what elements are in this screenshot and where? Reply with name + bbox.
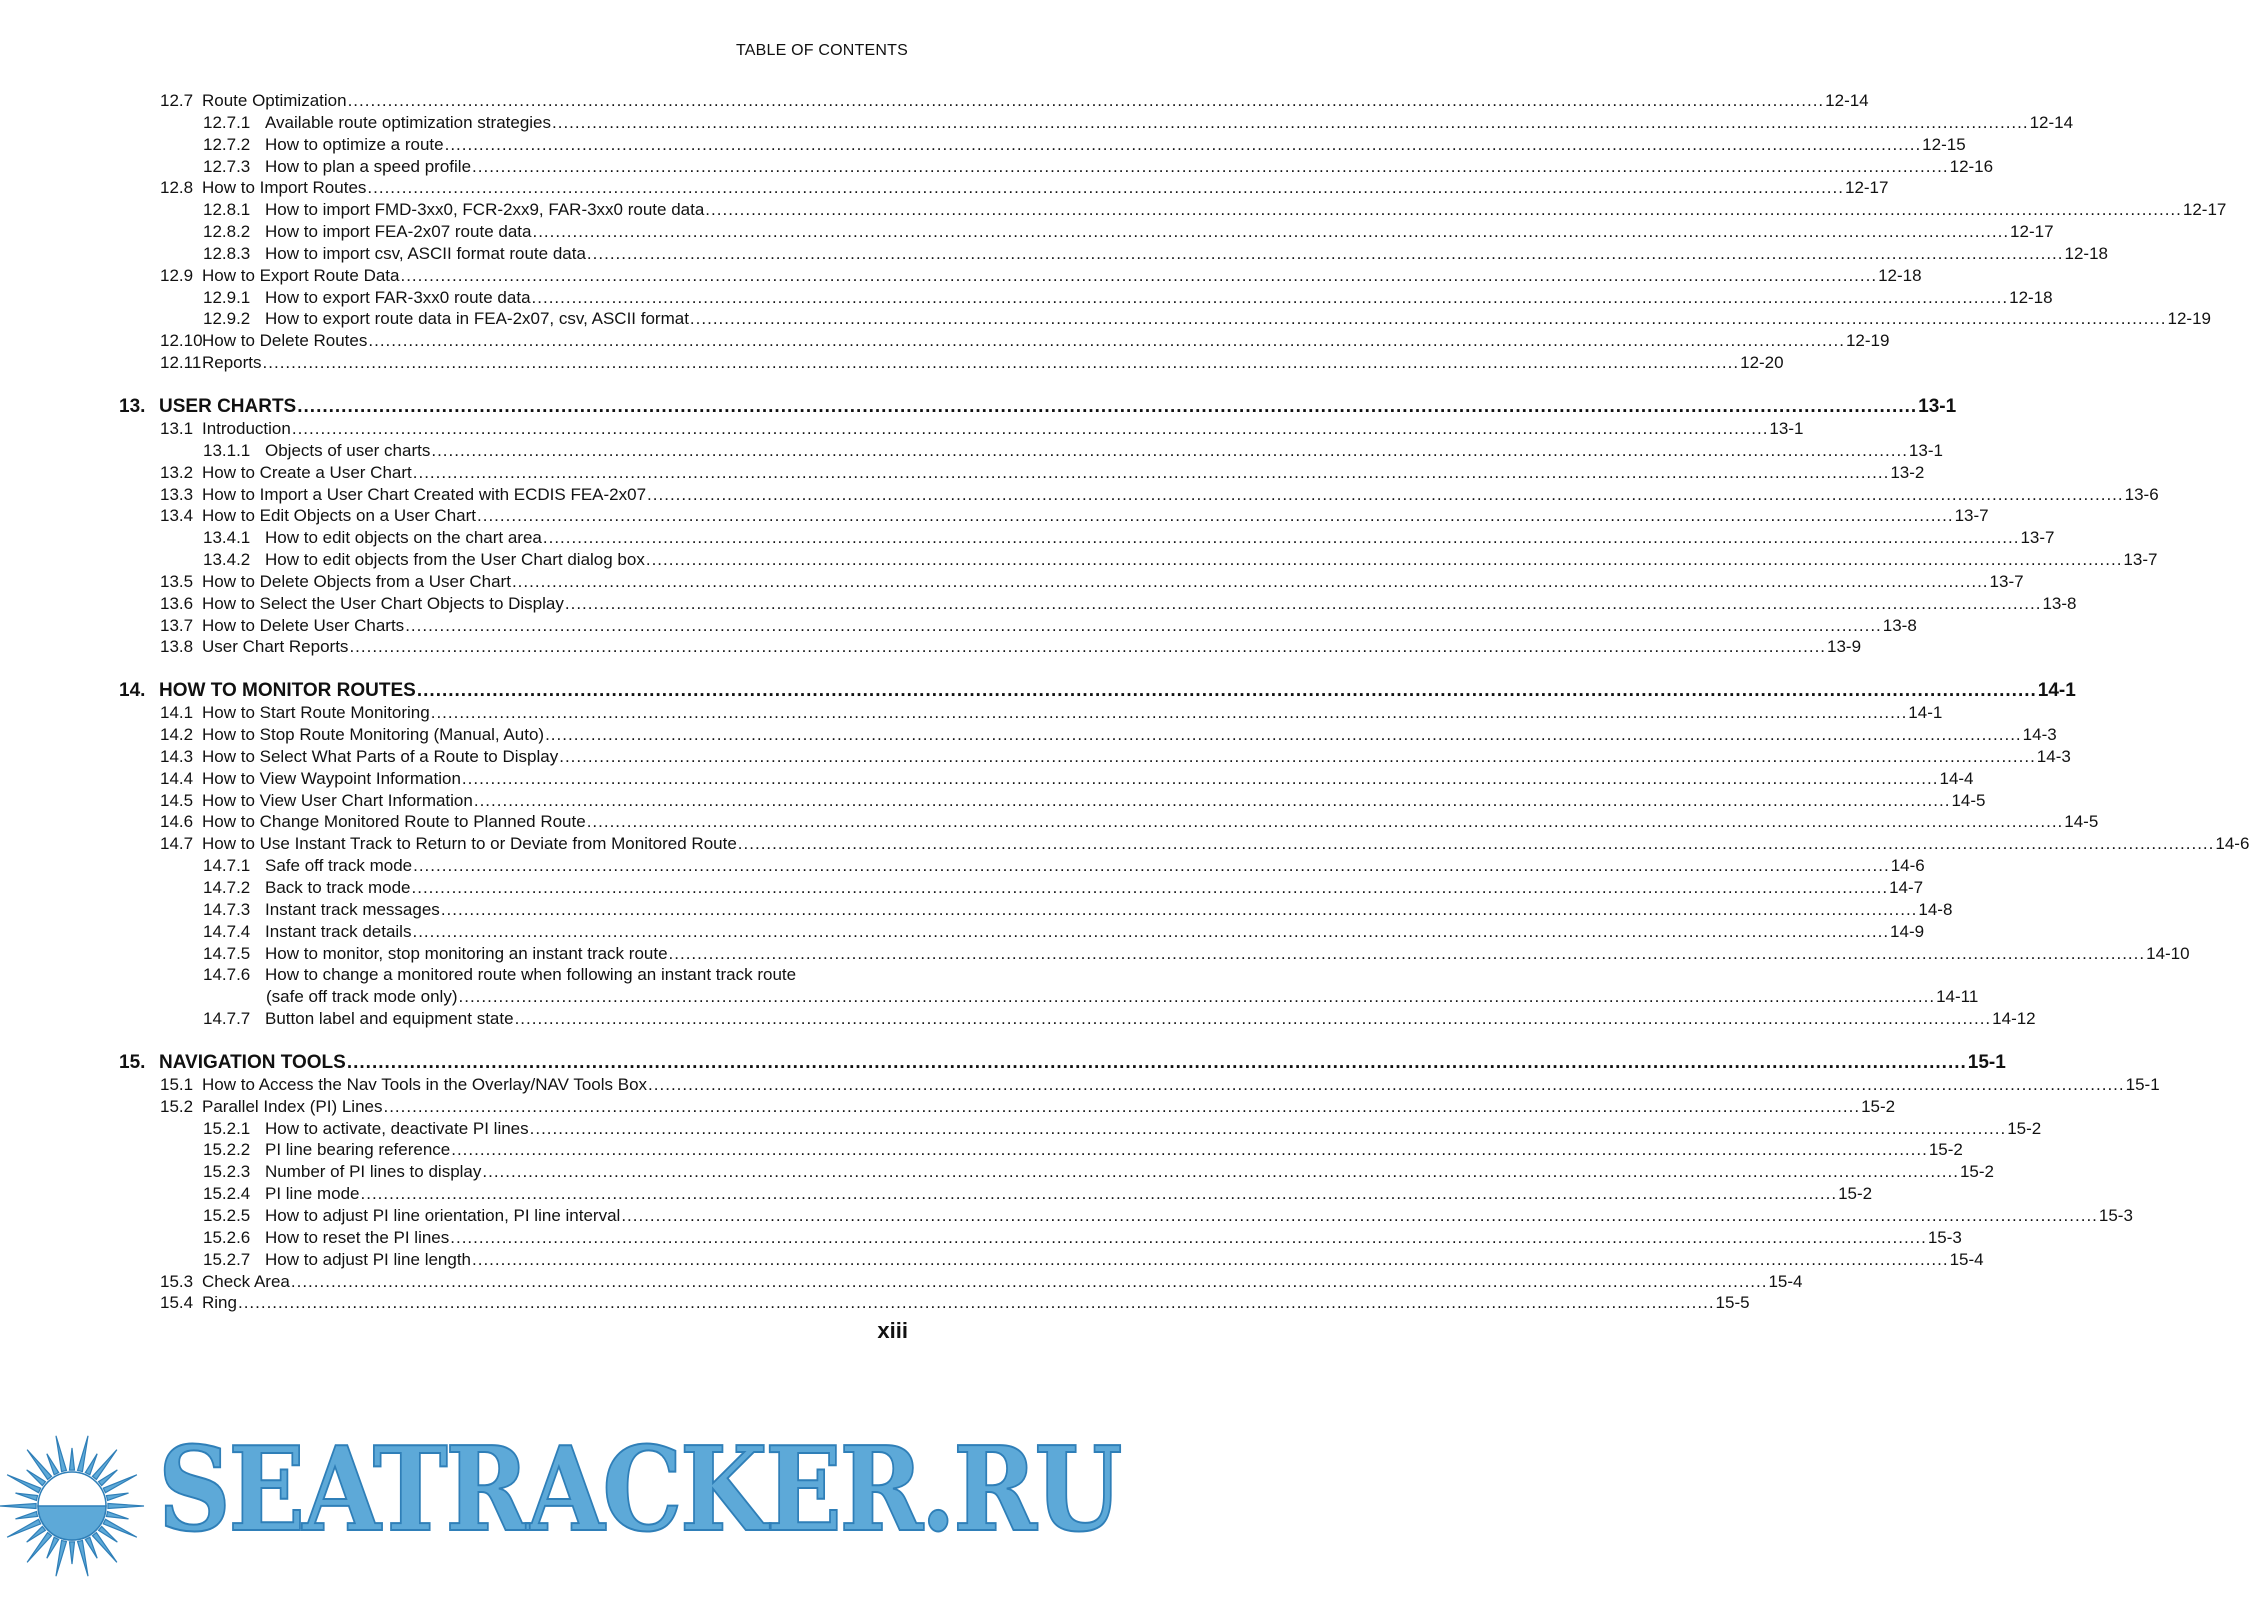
toc-entry-title: User Chart Reports — [202, 637, 349, 657]
toc-entry-title: How to adjust PI line length — [265, 1249, 472, 1269]
sun-ray — [0, 1503, 36, 1508]
toc-entry-page: 14-8 — [1918, 899, 1953, 919]
toc-entry — [0, 91, 1869, 113]
toc-entry-page: 12-16 — [1949, 156, 1994, 176]
dot-leader — [263, 353, 1740, 373]
toc-entry-title: Objects of user charts — [265, 440, 431, 460]
dot-leader — [238, 1293, 1715, 1313]
toc-entry-title: How to View User Chart Information — [202, 790, 473, 810]
toc-entry-title: How to import FMD-3xx0, FCR-2xx9, FAR-3xx0 route data — [265, 200, 705, 220]
toc-entry-page: 14-11 — [1936, 987, 1979, 1007]
toc-entry-title: How to Stop Route Monitoring (Manual, Auto) — [202, 725, 545, 745]
toc-entry-page: 14-7 — [1889, 878, 1924, 897]
toc-entry-title: How to Delete User Charts — [202, 615, 405, 635]
toc-entry — [0, 156, 1994, 179]
dot-leader — [291, 1272, 1768, 1292]
toc-entry — [0, 1184, 1873, 1206]
dot-leader — [349, 637, 1826, 657]
dot-leader — [552, 113, 2029, 133]
dot-leader — [417, 680, 2037, 702]
dot-leader — [405, 616, 1882, 636]
toc-entry-number: 12.8.3 — [203, 243, 251, 263]
toc-entry-page: 13-8 — [2042, 593, 2077, 613]
dot-leader — [646, 550, 2123, 570]
sun-ray — [27, 1450, 51, 1480]
toc-entry-number: 14.7 — [160, 834, 194, 854]
toc-chapter-entry — [0, 680, 2076, 703]
toc-entry-title: How to Use Instant Track to Return to or Deviate from Monitored Route — [202, 834, 737, 854]
toc-entry-number: 12.7.1 — [203, 112, 251, 132]
toc-entry — [0, 1162, 1994, 1184]
dot-leader — [559, 747, 2036, 767]
toc-entry-number: 15.2 — [160, 1096, 194, 1116]
sun-ray — [106, 1512, 128, 1519]
toc-entry-page: 14-4 — [1939, 768, 1974, 788]
sun-ray — [78, 1436, 88, 1472]
dot-leader — [361, 1184, 1838, 1204]
toc-entry-title: How to plan a speed profile — [265, 156, 472, 176]
dot-leader — [347, 1052, 1967, 1074]
dot-leader — [530, 1119, 2007, 1139]
toc-entry-page: 14-3 — [2036, 746, 2071, 766]
toc-entry-title: How to import csv, ASCII format route data — [265, 243, 586, 263]
section-spacer — [0, 375, 1009, 396]
toc-entry — [0, 856, 1925, 878]
toc-entry-page: 15-2 — [1959, 1162, 1994, 1182]
toc-entry-number: 14.7.7 — [203, 1009, 251, 1029]
dot-leader — [515, 1009, 1992, 1029]
toc-entry-title: How to Access the Nav Tools in the Overlay/NAV Tools Box — [202, 1074, 648, 1094]
toc-entry-page: 13-2 — [1890, 462, 1925, 482]
toc-entry-title: Parallel Index (PI) Lines — [202, 1096, 383, 1116]
toc-entry-number: 14. — [119, 680, 146, 702]
toc-entry — [0, 265, 1922, 288]
toc-entry-title: How to edit objects from the User Chart dialog box — [265, 550, 645, 570]
dot-leader — [587, 244, 2064, 264]
toc-entry — [0, 943, 2190, 966]
toc-entry-title: How to Start Route Monitoring — [202, 703, 430, 723]
sun-ray — [78, 1540, 88, 1576]
dot-leader — [472, 157, 1949, 177]
toc-entry-title: How to Select What Parts of a Route to Display — [202, 746, 559, 766]
toc-entry-page: 13-9 — [1827, 637, 1862, 657]
toc-entry-number: 14.7.3 — [203, 899, 251, 919]
toc-entry-title: How to activate, deactivate PI lines — [265, 1118, 529, 1138]
toc-entry — [0, 965, 915, 987]
toc-entry-title: How to Import a User Chart Created with ECDIS FEA-2x07 — [202, 484, 647, 504]
toc-entry-page: 13-8 — [1882, 615, 1917, 635]
dot-leader — [413, 856, 1890, 876]
toc-entry — [0, 200, 2227, 222]
sun-ray — [56, 1540, 66, 1576]
toc-entry — [0, 134, 1966, 157]
sun-ray — [85, 1537, 97, 1558]
dot-leader — [647, 485, 2124, 505]
toc-entry-title: How to export FAR-3xx0 route data — [265, 287, 531, 307]
toc-entry-page: 14-12 — [1992, 1009, 2036, 1029]
toc-entry-title: Available route optimization strategies — [265, 112, 552, 132]
toc-entry-number: 15.2.1 — [203, 1118, 251, 1138]
toc-entry — [0, 112, 2074, 135]
dot-leader — [474, 791, 1951, 811]
toc-entry-title: How to change a monitored route when following an instant track route — [265, 965, 797, 985]
toc-entry-title: How to optimize a route — [265, 134, 444, 154]
toc-entry-title: PI line bearing reference — [265, 1140, 451, 1160]
toc-entry-number: 14.6 — [160, 812, 194, 832]
toc-entry-number: 15.3 — [160, 1271, 194, 1291]
toc-entry-page: 14-3 — [2022, 725, 2057, 745]
dot-leader — [477, 506, 1954, 526]
dot-leader — [462, 769, 1939, 789]
sun-ray — [92, 1533, 116, 1563]
toc-entry-page: 15-3 — [1927, 1227, 1962, 1247]
page-number: xiii — [877, 1318, 908, 1343]
toc-entry-page: 12-19 — [2167, 309, 2211, 329]
toc-entry-page: 15-2 — [1838, 1184, 1873, 1204]
toc-entry-page: 14-5 — [1951, 790, 1986, 810]
toc-entry — [0, 1009, 2036, 1031]
toc-entry-page: 14-10 — [2146, 943, 2190, 963]
toc-entry — [0, 484, 2159, 507]
toc-entry-number: 14.2 — [160, 725, 194, 745]
toc-entry-title: USER CHARTS — [159, 395, 297, 417]
toc-entry-title: Ring — [202, 1293, 237, 1313]
section-spacer — [0, 659, 1009, 680]
toc-entry — [0, 353, 1784, 375]
toc-entry-title: How to Import Routes — [202, 178, 367, 198]
toc-entry-title: How to reset the PI lines — [265, 1227, 450, 1247]
toc-entry-title: Back to track mode — [265, 878, 411, 897]
toc-entry-number: 12.10 — [160, 331, 203, 351]
toc-entry-title: How to View Waypoint Information — [202, 768, 461, 788]
toc-entry — [0, 571, 2024, 594]
toc-entry-title: How to Select the User Chart Objects to Display — [202, 593, 564, 613]
toc-entry-number: 14.1 — [160, 703, 194, 723]
toc-entry-title: Number of PI lines to display — [265, 1162, 482, 1182]
toc-entry-page: 13-7 — [1954, 506, 1989, 526]
sun-ray — [69, 1542, 74, 1564]
toc-entry — [0, 703, 1943, 725]
toc-entry-page: 12-18 — [2009, 287, 2053, 307]
toc-chapter-entry — [0, 1051, 2006, 1075]
toc-entry-number: 14.4 — [160, 768, 194, 788]
sun-ray — [108, 1503, 144, 1508]
toc-entry — [0, 987, 1979, 1009]
toc-entry-number: 14.7.2 — [203, 878, 251, 897]
toc-entry-page: 15-1 — [2125, 1074, 2160, 1094]
toc-entry-page: 15-2 — [1861, 1096, 1896, 1116]
dot-leader — [297, 396, 1917, 418]
toc-entry — [0, 768, 1974, 791]
toc-entry-title: Reports — [202, 353, 262, 373]
dot-leader — [441, 900, 1918, 920]
toc-entry-number: 12.8.1 — [203, 200, 251, 220]
toc-entry-number: 15.2.3 — [203, 1162, 251, 1182]
toc-entry-page: 14-1 — [2037, 680, 2076, 702]
toc-entry-number: 12.11 — [160, 353, 202, 373]
toc-entry-title: Route Optimization — [202, 91, 347, 110]
toc-entry — [0, 243, 2108, 266]
dot-leader — [383, 1097, 1860, 1117]
toc-entry-page: 15-4 — [1768, 1271, 1803, 1291]
dot-leader — [431, 441, 1908, 461]
dot-leader — [459, 987, 1936, 1007]
watermark-text: SEATRACKER.RU — [158, 1422, 1120, 1558]
toc-entry — [0, 1118, 2042, 1141]
toc-entry-page: 13-1 — [1769, 418, 1804, 438]
toc-entry-page: 15-2 — [2007, 1118, 2042, 1138]
toc-entry-title: How to Create a User Chart — [202, 462, 412, 482]
toc-entry — [0, 178, 1889, 200]
toc-chapter-entry — [0, 395, 1957, 419]
toc-entry-page: 15-4 — [1949, 1249, 1984, 1269]
toc-entry-number: 13.6 — [160, 593, 194, 613]
toc-entry — [0, 812, 2099, 834]
toc-entry-page: 12-17 — [2182, 200, 2227, 220]
toc-entry-number: 15.2.6 — [203, 1227, 251, 1247]
dot-leader — [445, 135, 1922, 155]
toc-entry — [0, 287, 2053, 310]
toc-entry — [0, 637, 1862, 659]
toc-entry-number: 13.4.1 — [203, 528, 251, 548]
toc-entry — [0, 309, 2211, 331]
toc-entry-title: Button label and equipment state — [265, 1009, 514, 1029]
dot-leader — [690, 309, 2167, 329]
toc-entry — [0, 1293, 1750, 1315]
toc-entry-number: 12.9.1 — [203, 287, 251, 307]
toc-entry-number: 15.1 — [160, 1074, 194, 1094]
toc-entry-number: 15.2.2 — [203, 1140, 251, 1160]
toc-entry-title: How to export route data in FEA-2x07, csv, ASCII format — [265, 309, 689, 329]
toc-entry-number: 15. — [119, 1051, 146, 1073]
toc-entry-title: How to Edit Objects on a User Chart — [202, 506, 477, 526]
toc-entry-number: 15.4 — [160, 1293, 194, 1313]
toc-entry-title: Safe off track mode — [265, 856, 413, 876]
toc-entry — [0, 1140, 1963, 1162]
toc-entry-number: 13.3 — [160, 484, 194, 504]
toc-entry — [0, 1205, 2133, 1228]
toc-entry-number: 15.2.5 — [203, 1205, 251, 1225]
dot-leader — [472, 1250, 1949, 1270]
toc-entry — [0, 440, 1943, 463]
running-header: TABLE OF CONTENTS — [735, 42, 908, 59]
toc-entry — [0, 1074, 2160, 1097]
toc-entry-page: 14-1 — [1908, 703, 1943, 723]
dot-leader — [412, 922, 1889, 942]
toc-entry-title: (safe off track mode only) — [266, 987, 458, 1007]
toc-entry-page: 12-18 — [2064, 243, 2108, 263]
toc-entry-page: 14-6 — [2215, 834, 2249, 854]
toc-entry-number: 13.7 — [160, 615, 194, 635]
toc-entry-number: 14.7.4 — [203, 921, 251, 941]
toc-entry — [0, 550, 2158, 572]
toc-entry — [0, 834, 2249, 856]
sun-ray — [85, 1454, 97, 1475]
dot-leader — [431, 703, 1908, 723]
toc-entry-page: 15-5 — [1715, 1293, 1750, 1313]
dot-leader — [292, 419, 1769, 439]
toc-entry-page: 13-7 — [2020, 528, 2055, 548]
toc-entry-title: How to edit objects on the chart area — [265, 528, 542, 548]
dot-leader — [412, 878, 1889, 898]
toc-entry — [0, 921, 1925, 944]
toc-entry-number: 14.7.6 — [203, 965, 251, 985]
toc-entry-title: How to monitor, stop monitoring an instant track route — [265, 943, 668, 963]
toc-entry-page: 14-5 — [2064, 812, 2099, 832]
toc-entry — [0, 462, 1925, 485]
toc-entry-page: 15-2 — [1928, 1140, 1963, 1160]
section-spacer — [0, 1031, 1009, 1052]
toc-entry-page: 15-3 — [2098, 1205, 2133, 1225]
toc-entry-title: Instant track details — [265, 921, 412, 941]
toc-entry — [0, 222, 2054, 244]
dot-leader — [482, 1162, 1959, 1182]
toc-entry-number: 15.2.4 — [203, 1184, 251, 1204]
toc-entry-number: 13.4 — [160, 506, 194, 526]
toc-entry-title: Instant track messages — [265, 899, 440, 919]
toc-entry-title: PI line mode — [265, 1184, 360, 1204]
toc-entry — [0, 1271, 1803, 1294]
dot-leader — [400, 266, 1877, 286]
toc-entry-number: 13.1 — [160, 418, 194, 438]
toc-entry-number: 12.7 — [160, 91, 194, 110]
dot-leader — [532, 222, 2009, 242]
dot-leader — [545, 725, 2022, 745]
toc-entry-page: 12-15 — [1922, 134, 1966, 154]
toc-entry-number: 12.9.2 — [203, 309, 251, 329]
toc-entry-number: 14.5 — [160, 790, 194, 810]
dot-leader — [543, 528, 2020, 548]
sun-ray — [56, 1436, 66, 1472]
toc-entry-page: 12-19 — [1845, 331, 1890, 351]
toc-entry-page: 12-17 — [2010, 222, 2054, 242]
toc-entry-number: 12.9 — [160, 265, 194, 285]
toc-entry-title: HOW TO MONITOR ROUTES — [159, 680, 416, 702]
dot-leader — [450, 1228, 1927, 1248]
toc-entry-page: 12-17 — [1844, 178, 1889, 198]
dot-leader — [348, 91, 1825, 111]
toc-entry-number: 12.7.2 — [203, 134, 251, 154]
toc-entry-title: How to Export Route Data — [202, 265, 400, 285]
toc-entry-title: NAVIGATION TOOLS — [159, 1051, 346, 1073]
dot-leader — [738, 834, 2215, 854]
toc-entry-number: 15.2.7 — [203, 1249, 251, 1269]
toc-entry-number: 14.3 — [160, 746, 194, 766]
toc-entry-number: 12.8 — [160, 178, 194, 198]
toc-entry-page: 13-7 — [1989, 571, 2024, 591]
toc-entry — [0, 506, 1989, 528]
table-of-contents — [0, 91, 2249, 1315]
toc-entry — [0, 418, 1804, 441]
toc-entry — [0, 1227, 1962, 1250]
toc-entry-page: 13-1 — [1908, 440, 1943, 460]
toc-entry-title: How to Delete Objects from a User Chart — [202, 571, 511, 591]
toc-entry — [0, 1096, 1896, 1119]
toc-entry-title: How to Delete Routes — [202, 331, 368, 351]
toc-entry — [0, 331, 1890, 353]
toc-entry-page: 14-6 — [1890, 856, 1925, 876]
dot-leader — [367, 178, 1844, 198]
dot-leader — [648, 1075, 2125, 1095]
sun-ray — [47, 1454, 59, 1475]
dot-leader — [705, 200, 2182, 220]
toc-entry-page: 13-7 — [2123, 550, 2158, 570]
dot-leader — [413, 463, 1890, 483]
dot-leader — [621, 1206, 2098, 1226]
toc-entry — [0, 1249, 1984, 1272]
sun-ray — [15, 1493, 37, 1500]
toc-entry-number: 14.7.5 — [203, 943, 251, 963]
toc-entry-number: 13.4.2 — [203, 550, 251, 570]
toc-entry — [0, 899, 1953, 922]
sun-ray — [69, 1448, 74, 1470]
sun-icon — [0, 1436, 144, 1576]
toc-entry-page: 12-14 — [1825, 91, 1869, 110]
toc-entry-page: 12-20 — [1740, 353, 1784, 373]
dot-leader — [512, 572, 1989, 592]
toc-entry-number: 13.1.1 — [203, 440, 251, 460]
toc-entry-number: 13.2 — [160, 462, 194, 482]
toc-entry-page: 12-18 — [1878, 265, 1922, 285]
toc-entry-page: 14-9 — [1890, 921, 1925, 941]
toc-entry-number: 13.5 — [160, 571, 194, 591]
toc-entry-number: 12.7.3 — [203, 156, 251, 176]
dot-leader — [451, 1140, 1928, 1160]
dot-leader — [587, 812, 2064, 832]
toc-entry-title: Introduction — [202, 418, 291, 438]
sun-ray — [15, 1512, 37, 1519]
sun-ray — [47, 1537, 59, 1558]
toc-entry — [0, 528, 2055, 550]
dot-leader — [368, 331, 1845, 351]
dot-leader — [565, 594, 2042, 614]
sun-ray — [106, 1493, 128, 1500]
toc-entry-title: How to import FEA-2x07 route data — [265, 222, 532, 242]
toc-entry — [0, 746, 2071, 769]
toc-entry — [0, 725, 2057, 747]
toc-entry-number: 12.8.2 — [203, 222, 251, 242]
toc-entry-page: 13-1 — [1918, 395, 1957, 417]
toc-entry-page: 15-1 — [1967, 1051, 2006, 1073]
sun-ray — [27, 1533, 51, 1563]
toc-entry-title: How to Change Monitored Route to Planned Route — [202, 812, 586, 832]
dot-leader — [532, 288, 2009, 308]
toc-entry-page: 13-6 — [2124, 484, 2159, 504]
toc-entry-title: How to adjust PI line orientation, PI line interval — [265, 1205, 621, 1225]
toc-entry — [0, 878, 1924, 900]
toc-entry-title: Check Area — [202, 1271, 290, 1291]
toc-entry-number: 14.7.1 — [203, 856, 251, 876]
toc-entry-number: 13.8 — [160, 637, 194, 657]
sun-ray — [92, 1450, 116, 1480]
toc-entry — [0, 790, 1986, 813]
toc-entry-page: 12-14 — [2029, 112, 2074, 132]
toc-entry — [0, 593, 2077, 616]
toc-entry — [0, 615, 1917, 638]
dot-leader — [669, 944, 2146, 964]
toc-entry-number: 13. — [119, 395, 146, 417]
